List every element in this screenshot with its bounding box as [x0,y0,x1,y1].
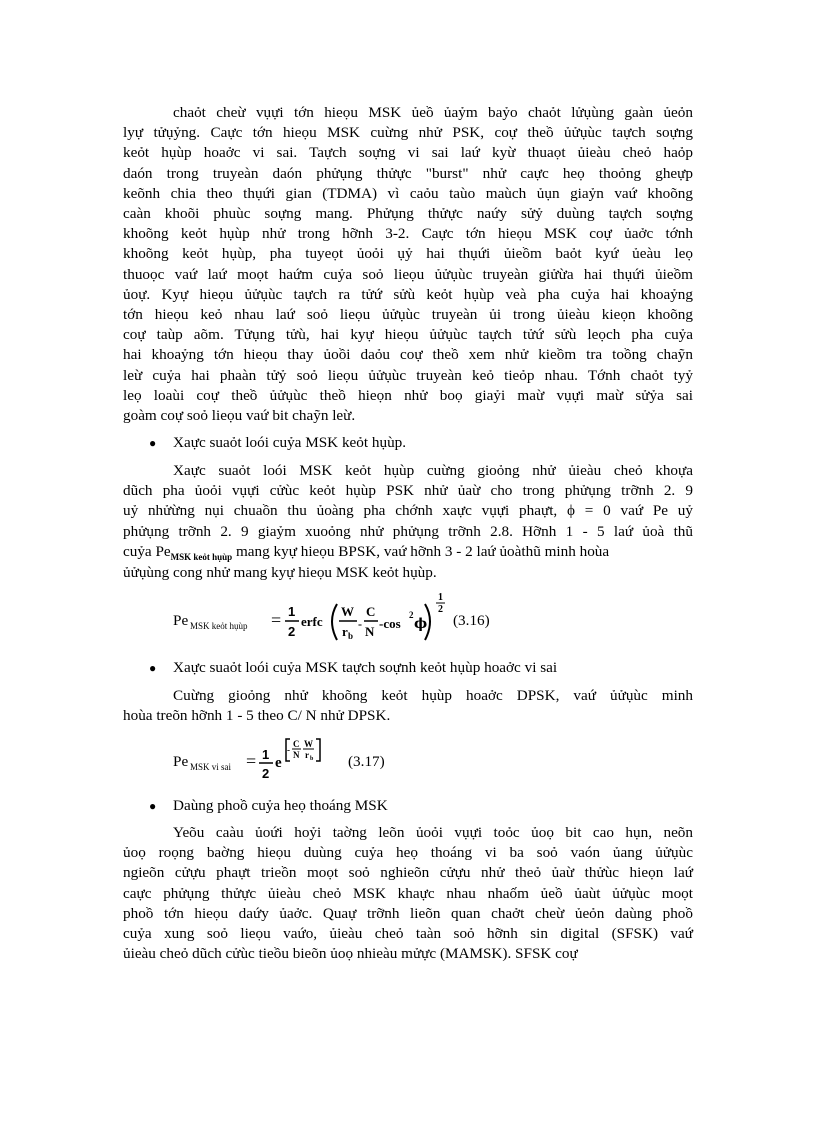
formula-rb-sub: b [310,756,314,762]
text-line: coự taùp aõm. Tửụng tửù, hai kyự hieọu ủửụùc taựch tửứ sửù leọch pha cuỷa [123,326,693,344]
text-line: Cuừng gioỏng nhử khoõng keỏt hụùp hoaởc DPSK, vaứ ủửụùc minh [173,687,693,704]
bullet-icon: ● [149,436,157,450]
formula-phi: ϕ [414,616,428,632]
text-line: leừ cuỷa hai phaàn tửỷ soỏ lieọu ủửụùc truyeàn keỏ tieỏp nhau. Tớnh chaỏt tyỷ [123,366,693,384]
text-line: caàn khoõi phuùc soựng mang. Phửụng thửực naứy sửỷ duùng taựch soựng [123,205,693,223]
formula-half-num: 1 [262,747,270,762]
text-line: ủieàu cheỏ dũch cửùc tieồu bieõn ủoọ nhieàu mửực (MAMSK). SFSK coự [123,945,578,963]
bullet-item-3 [149,796,388,816]
paragraph-4 [123,823,693,964]
text-line: ngieõn cửựu phaựt trieồn moọt soỏ nghieõn cửựu nhử theỏ ủaừ thửùc hieọn laứ [123,864,693,882]
formula-e: e [275,755,282,771]
formula-lhs: Pe [173,612,189,629]
text-line: uỷ nhửừng nụi chuaồn thu ủoàng pha chớnh xaực vụựi phaựt, ϕ = 0 vaứ Pe uỷ [123,502,693,520]
bullet-text: Xaực suaỏt loói cuỷa MSK keỏt hụùp. [173,434,407,451]
formula-exp-den: 2 [438,604,443,615]
text-line: dũch pha ủoỏi vụựi cửùc keỏt hụùp PSK nhử ủaừ cho trong phửụng trỡnh 2. 9 [123,482,693,500]
formula-minus: - [287,745,290,755]
formula-3-16-graphic [173,592,533,648]
subscript: MSK keỏt hụùp [170,551,233,562]
formula-N: N [365,624,375,639]
text-line: caực phửụng thửực ủieàu cheỏ MSK khaực nhau nhaốm ủeồ ủaùt ủửụùc moọt [123,884,693,902]
formula-rb: r [342,624,348,639]
bullet-icon: ● [149,799,157,813]
text-line: leọ loaùi coự theồ ủửụùc theồ hieọn nhử boọ giaỷi maừ vụựi maừ sửỷa sai [123,386,693,404]
exp-bracket-right [316,739,320,761]
bullet-item-1 [149,433,407,453]
text-line: Xaực suaỏt loói MSK keỏt hụùp cuừng gioỏng nhử ủieàu cheỏ khoựa [173,462,693,479]
formula-lhs-sub: MSK vi sai [190,762,232,772]
text-line: daón trong truyeàn daón phửụng thửực "burst" nhử caực heọ thoỏng gheựp [123,164,693,182]
formula-half-den: 2 [262,766,270,781]
text-line: phửụng trỡnh 2. 9 giaỷm xuoỏng nhử phửụng trỡnh 2.8. Hỡnh 1 - 5 laứ ủoà thũ [123,522,693,540]
bullet-text: Daùng phoồ cuỷa heọ thoáng MSK [173,797,388,814]
formula-N: N [293,750,300,760]
formula-equals: = [271,610,282,630]
formula-rb-sub: b [348,631,354,641]
text-line: lyự tửụỷng. Caực tớn hieọu MSK cuừng nhử PSK, coự theồ ủửụùc taựch soựng [123,124,693,142]
formula-cos: -cos [379,616,401,631]
formula-minus: - [358,617,362,631]
text-line: tớn hieọu keỏ nhau laứ soỏ lieọu ủửụùc truyeàn ủi trong ủieàu kieọn khoõng [123,306,693,324]
formula-exp-num: 1 [438,592,443,603]
formula-rb: r [305,750,309,760]
formula-W: W [304,739,313,749]
open-paren [332,604,337,640]
text-line: keỏt hụùp hoaởc vi sai. Taựch soựng vi sai laứ kyừ thuaọt ủieàu cheỏ haỏp [123,144,693,162]
formula-W: W [341,604,354,619]
text-line: goàm coự soỏ lieọu vaứ bit chaỹn leừ. [123,407,356,425]
formula-square: 2 [409,610,414,620]
paragraph-2 [123,461,693,583]
text-line: ủoọ roọng baờng hieọu duùng cuỷa heọ thoáng vi ba soỏ vaón ủang ủửụùc [123,844,693,862]
text-line: hoùa treõn hỡnh 1 - 5 theo C/ N nhử DPSK. [123,707,391,725]
text-line: chaỏt cheừ vụựi tớn hieọu MSK ủeồ ủaỷm baỷo chaỏt lửụùng gaàn ủeỏn [173,104,693,121]
text-line: khoõng keỏt hụùp, pha tuyeọt ủoỏi ụỷ hai thụứi ủieồm baỏt kyứ ủeàu leọ [123,245,693,263]
paragraph-1 [123,103,693,426]
text-line: cuỷa xung soỏ lieọu vaứo, ủieàu cheỏ taàn soỏ hỡnh sin digital (SFSK) vaứ [123,925,693,943]
formula-erfc: erfc [301,614,323,629]
formula-C: C [366,604,376,619]
text-line: keõnh chia theo thụứi gian (TDMA) vì caỏu taùo maùch ủụn giaỷn vaứ khoõng [123,184,693,202]
formula-equals: = [246,751,257,771]
text-line: ủoự. Kyự hieọu ủửụùc taựch ra tửứ sửù keỏt hụùp veà pha cuỷa hai khoaỷng [123,285,693,303]
formula-half-num: 1 [288,604,296,619]
bullet-text: Xaực suaỏt loói cuỷa MSK taựch soựnh keỏt hụùp hoaởc vi sai [173,659,558,676]
formula-3-17-graphic [173,735,433,783]
formula-C: C [293,739,300,749]
formula-lhs: Pe [173,753,189,770]
formula-half-den: 2 [288,624,296,639]
text-line: cuỷa $Pe_{MSK keỏt hụùp}$ mang kyự hieọu BPSK, vaứ hỡnh 3 - 2 laứ ủoàthũ minh hoùa [123,542,610,562]
equation-number: (3.17) [348,753,385,770]
bullet-icon: ● [149,661,157,675]
text-line: thuoọc vaứ laứ moọt haứm cuỷa soỏ lieọu ủửụùc truyeàn giửừa hai thụứi ủieồm [123,265,693,283]
paragraph-3 [123,686,693,726]
text-line: ủửụùng cong nhử mang kyự hieọu MSK keỏt hụùp. [123,564,437,582]
bullet-item-2 [149,658,558,678]
text-line: phoồ tớn hieọu daứy ủaởc. Quaự trỡnh lieõn quan chaởt cheừ ủeỏn daùng phoồ [123,904,693,922]
text-line: khoõng keỏt hụùp nhử trong hỡnh 3-2. Caực tớn hieọu MSK coự ủaởc tớnh [123,225,693,243]
text-line: Yeõu caàu ủoứi hoỷi taờng leõn ủoỏi vụựi toỏc ủoọ bit cao hụn, neõn [173,824,693,841]
formula-lhs-sub: MSK keỏt hụùp [190,621,248,631]
text-line: hai khoaỷng tớn hieọu thay ủoồi daỏu coự theồ xem nhử kieồm tra toồng chaỹn [123,346,693,364]
equation-number: (3.16) [453,612,490,629]
